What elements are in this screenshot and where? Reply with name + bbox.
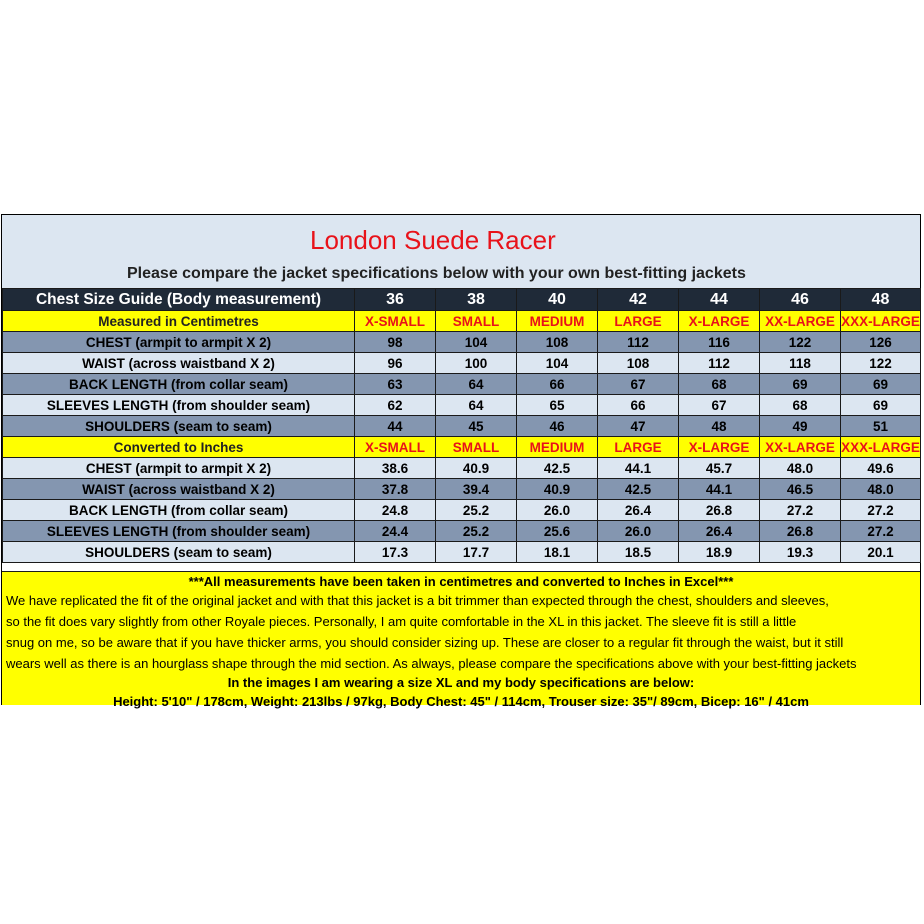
measure-value: 45.7	[679, 458, 760, 479]
inch-measure-row-label: WAIST (across waistband X 2)	[3, 479, 355, 500]
cm-measure-row-label: BACK LENGTH (from collar seam)	[3, 374, 355, 395]
inch-measure-row	[3, 521, 921, 542]
inch-measure-row	[3, 542, 921, 563]
cm-measure-row	[3, 374, 921, 395]
notes-panel	[2, 571, 920, 709]
measure-value: 44.1	[598, 458, 679, 479]
size-number: 38	[436, 289, 517, 311]
measure-value: 39.4	[436, 479, 517, 500]
cm-measure-row	[3, 416, 921, 437]
measure-value: 18.1	[517, 542, 598, 563]
measure-value: 51	[841, 416, 921, 437]
cm-size-row-label: Measured in Centimetres	[3, 311, 355, 332]
measure-value: 65	[517, 395, 598, 416]
measure-value: 26.0	[517, 500, 598, 521]
measure-value: 26.4	[679, 521, 760, 542]
measure-value: 104	[436, 332, 517, 353]
measure-value: 18.9	[679, 542, 760, 563]
inch-measure-row	[3, 479, 921, 500]
measure-value: 38.6	[355, 458, 436, 479]
inch-measure-row-label: SHOULDERS (seam to seam)	[3, 542, 355, 563]
cm-measure-row-label: WAIST (across waistband X 2)	[3, 353, 355, 374]
page-title: London Suede Racer	[310, 225, 556, 255]
measure-value: 42.5	[517, 458, 598, 479]
measure-value: 48.0	[760, 458, 841, 479]
measure-value: 67	[598, 374, 679, 395]
measure-value: 27.2	[760, 500, 841, 521]
size-chart	[1, 214, 921, 709]
size-name: MEDIUM	[517, 311, 598, 332]
measure-value: 46	[517, 416, 598, 437]
measure-value: 69	[841, 374, 921, 395]
measure-value: 18.5	[598, 542, 679, 563]
measure-value: 64	[436, 374, 517, 395]
inch-measure-row-label: BACK LENGTH (from collar seam)	[3, 500, 355, 521]
notes-line: We have replicated the fit of the original jacket and with that this jacket is a bit trimmer than expected through the chest, shoulders and sleeves,	[6, 593, 829, 608]
measure-value: 63	[355, 374, 436, 395]
wearing-note: In the images I am wearing a size XL and my body specifications are below:	[227, 675, 695, 690]
cm-measure-row	[3, 332, 921, 353]
measure-value: 26.8	[679, 500, 760, 521]
cm-measure-row	[3, 353, 921, 374]
cm-measure-row	[3, 395, 921, 416]
size-number: 48	[841, 289, 921, 311]
size-name: SMALL	[436, 437, 517, 458]
size-name: LARGE	[598, 311, 679, 332]
measure-value: 17.7	[436, 542, 517, 563]
size-name: X-SMALL	[355, 311, 436, 332]
measure-value: 42.5	[598, 479, 679, 500]
measure-value: 64	[436, 395, 517, 416]
measure-value: 27.2	[841, 500, 921, 521]
size-name: XX-LARGE	[760, 437, 841, 458]
measure-value: 40.9	[517, 479, 598, 500]
size-name: MEDIUM	[517, 437, 598, 458]
notes-line: so the fit does vary slightly from other Royale pieces. Personally, I am quite comfortable in the XL in this jacket. The sleeve fit is still a little	[6, 614, 797, 629]
measure-value: 26.4	[598, 500, 679, 521]
measure-value: 24.8	[355, 500, 436, 521]
measure-value: 24.4	[355, 521, 436, 542]
notes-line: wears well as there is an hourglass shape through the mid section. As always, please compare the specifications above with your best-fitting jackets	[6, 656, 857, 671]
inch-measure-row	[3, 500, 921, 521]
measure-value: 112	[598, 332, 679, 353]
measure-value: 122	[760, 332, 841, 353]
notes-heading: ***All measurements have been taken in centimetres and converted to Inches in Excel***	[188, 574, 734, 589]
measure-value: 17.3	[355, 542, 436, 563]
cm-measure-row-label: SHOULDERS (seam to seam)	[3, 416, 355, 437]
inch-measure-row	[3, 458, 921, 479]
measure-value: 66	[517, 374, 598, 395]
measure-value: 47	[598, 416, 679, 437]
measure-value: 69	[841, 395, 921, 416]
cm-size-row	[3, 311, 921, 332]
size-name: XX-LARGE	[760, 311, 841, 332]
measure-value: 20.1	[841, 542, 921, 563]
measure-value: 27.2	[841, 521, 921, 542]
size-number: 42	[598, 289, 679, 311]
measure-value: 46.5	[760, 479, 841, 500]
measure-value: 68	[679, 374, 760, 395]
measure-value: 49	[760, 416, 841, 437]
size-name: XXX-LARGE	[841, 437, 921, 458]
measure-value: 19.3	[760, 542, 841, 563]
size-name: X-LARGE	[679, 311, 760, 332]
measure-value: 49.6	[841, 458, 921, 479]
measure-value: 37.8	[355, 479, 436, 500]
measure-value: 25.2	[436, 521, 517, 542]
measure-value: 100	[436, 353, 517, 374]
header-row-label: Chest Size Guide (Body measurement)	[3, 289, 355, 311]
measure-value: 68	[760, 395, 841, 416]
measure-value: 98	[355, 332, 436, 353]
measure-value: 67	[679, 395, 760, 416]
measure-value: 116	[679, 332, 760, 353]
size-name: LARGE	[598, 437, 679, 458]
inch-measure-row-label: CHEST (armpit to armpit X 2)	[3, 458, 355, 479]
measure-value: 44.1	[679, 479, 760, 500]
page-subtitle: Please compare the jacket specifications below with your own best-fitting jackets	[127, 265, 746, 282]
measure-value: 96	[355, 353, 436, 374]
size-number: 36	[355, 289, 436, 311]
size-table	[2, 288, 921, 563]
measure-value: 108	[517, 332, 598, 353]
measure-value: 44	[355, 416, 436, 437]
measure-value: 62	[355, 395, 436, 416]
size-name: SMALL	[436, 311, 517, 332]
notes-line: snug on me, so be aware that if you have thicker arms, you should consider sizing up. These are closer to a regular fit through the waist, but it still	[6, 635, 844, 650]
measure-value: 26.8	[760, 521, 841, 542]
size-name: X-SMALL	[355, 437, 436, 458]
header-row	[3, 289, 921, 311]
size-number: 40	[517, 289, 598, 311]
measure-value: 26.0	[598, 521, 679, 542]
measure-value: 48	[679, 416, 760, 437]
measure-value: 45	[436, 416, 517, 437]
inch-size-row	[3, 437, 921, 458]
measure-value: 25.6	[517, 521, 598, 542]
measure-value: 25.2	[436, 500, 517, 521]
size-name: X-LARGE	[679, 437, 760, 458]
body-specs: Height: 5'10" / 178cm, Weight: 213lbs / 97kg, Body Chest: 45" / 114cm, Trouser size: 35"/ 89cm, Bicep: 16" / 41cm	[113, 694, 809, 709]
measure-value: 126	[841, 332, 921, 353]
inch-measure-row-label: SLEEVES LENGTH (from shoulder seam)	[3, 521, 355, 542]
size-number: 44	[679, 289, 760, 311]
size-name: XXX-LARGE	[841, 311, 921, 332]
title-banner	[2, 215, 920, 259]
measure-value: 48.0	[841, 479, 921, 500]
measure-value: 118	[760, 353, 841, 374]
subtitle-banner	[2, 259, 920, 288]
measure-value: 66	[598, 395, 679, 416]
measure-value: 112	[679, 353, 760, 374]
measure-value: 122	[841, 353, 921, 374]
cm-measure-row-label: SLEEVES LENGTH (from shoulder seam)	[3, 395, 355, 416]
cm-measure-row-label: CHEST (armpit to armpit X 2)	[3, 332, 355, 353]
size-number: 46	[760, 289, 841, 311]
measure-value: 69	[760, 374, 841, 395]
measure-value: 40.9	[436, 458, 517, 479]
inch-size-row-label: Converted to Inches	[3, 437, 355, 458]
measure-value: 108	[598, 353, 679, 374]
measure-value: 104	[517, 353, 598, 374]
